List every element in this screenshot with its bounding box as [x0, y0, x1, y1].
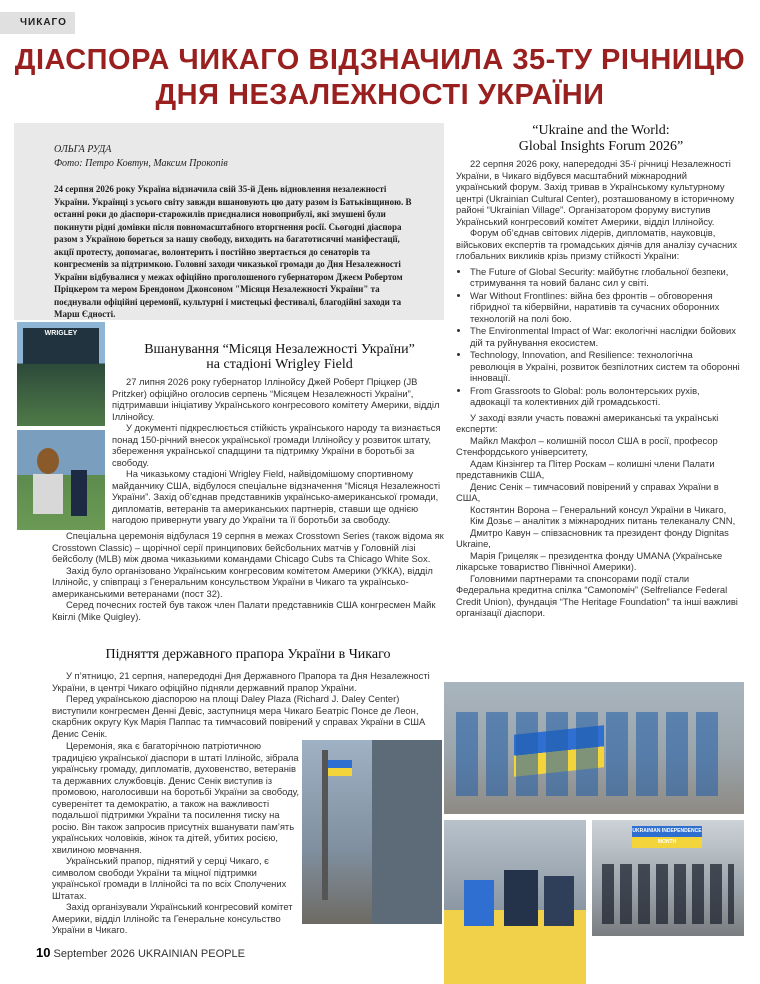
wrigley-title: Вшанування “Місяця Незалежності України” на стадіоні Wrigley Field	[144, 342, 415, 372]
person-figure	[544, 876, 574, 926]
expert-item: Денис Сенік – тимчасовий повірений у справах України в США,	[456, 480, 719, 503]
flag-title: Підняття державного прапора України в Чикаго	[105, 647, 391, 662]
people-group	[456, 712, 726, 796]
lead-box	[14, 123, 444, 320]
list-item: • The Future of Global Security: майбутнє глобальної безпеки, стримування та новий баланс сил у світі.	[470, 266, 740, 289]
building	[372, 740, 442, 924]
expert-item: Дмитро Кавун – співзасновник та президент фонду Dignitas Ukraine,	[456, 526, 729, 549]
ukraine-flag	[328, 760, 352, 776]
flag-body-top: У п’ятницю, 21 серпня, напередодні Дня Державного Прапора та Дня Незалежності України, в центрі Чикаго офіційно підняли державний прапор України. Перед українською діаспорою на площі Daley Plaza (Richard J. Daley Center) виступили конгресмен Денні Девіс, заступниця мера Чикаго Беатріс Понсе де Леон, скарбник округу Кук Марія Паппас та тимчасовий повірений у справах України в США Денис Сенік.	[52, 670, 430, 739]
wrigley-body-top: 27 липня 2026 року губернатор Іллінойсу Джей Роберт Пріцкер (JB Pritzker) офіційно оголосив серпень “Місяцем Незалежності України”, підтримавши ініціативу Українського конгресового комітету Америки, відділ Іллінойсу. У документі підкреслюється стійкість українського народу та визнається понад 150-річний внесок української громади Іллінойсу у розвиток штату, збереження української спадщини та підтримку України в боротьбі за свободу. На чиказькому стадіоні Wrigley Field, найвідомішому спортивному майданчику США, відбулося спеціальне відзначення “Місяця Незалежності України”. Захід об’єднав представників українсько-американської громади, дипломатів, ветеранів та американських партнерів, ставши ще однією нагодою привернути увагу до України та її боротьби за свободу.	[112, 376, 441, 525]
footer	[36, 945, 245, 960]
person-figure	[71, 470, 87, 516]
person-figure	[464, 880, 494, 926]
headline-line-1: ДІАСПОРА ЧИКАГО ВІДЗНАЧИЛА 35-ТУ РІЧНИЦЮ	[14, 44, 746, 76]
people-group	[602, 864, 734, 924]
wrigley-body-bottom: Спеціальна церемонія відбулася 19 серпня в межах Crosstown Series (також відома як Crosstown Classic) – щорічної серії принципових бейсбольних матчів у Головній лізі бейсболу (MLB) між двома чиказькими командами Chicago Cubs та Chicago White Sox. Захід було організовано Українським конгресовим комітетом Америки (УККА), відділ Іллінойс, у співпраці з Генеральним консульством України в Чикаго та українсько-американськими ветеранами (пост 32). Серед почесних гостей був також член Палати представників США конгресмен Майк Квіглі (Mike Quigley).	[52, 530, 444, 622]
forum-topics-list	[456, 266, 740, 408]
stadium-photo	[17, 322, 105, 426]
forum-body: 22 серпня 2026 року, напередодні 35-ї річниці Незалежності України, в Чикаго відбувся масштабний міжнародний український форум. Захід тривав в Українському культурному центрі (Ukrainian Cultural Center), розташованому в історичному районі “Ukrainian Village”. Організатором форуму виступив Український конгресовий комітет Америки, відділ Іллінойсу. Форум об’єднав світових лідерів, дипломатів, науковців, військових експертів та громадських діячів для аналізу сучасних глобальних викликів крізь призму стійкості України: • The Future of Global Security: майбутнє глобальної безпеки, стримування та новий баланс сил у світі. • War Without Frontlines: війна без фронтів – обговорення гібридної та кібервійни, наративів та сучасних оборонних технологій на полі бою. • The Environmental Impact of War: екологічні наслідки бойових дій та руйнування екосистем. • Technology, Innovation, and Resilience: технологічна революція в Україні, розвиток безпілотних систем та оборонні інновації. • From Grassroots to Global: роль волонтерських рухів, адвокації та колективних дій громадськості. У заході взяли участь поважні американські та українські експерти: Майкл Макфол – колишній посол США в росії, професор Стенфордського університету, Адам Кінзінгер та Пітер Роскам – колишні члени Палати представників США, Денис Сенік – тимчасовий повірений у справах України в США, Костянтин Ворона – Генеральний консул України в Чикаго, Кім Дозьє – аналітик з міжнародних питань телеканалу CNN, Дмитро Кавун – співзасновник та президент фонду Dignitas Ukraine, Марія Грицеляк – президентка фонду UMANA (Українське лікарське товариство Північної Америки). Головними партнерами та спонсорами події стали Федеральна кредитна спілка “Самопоміч” (Selfreliance Federal Credit Union), фундація “The Heritage Foundation” та інші важливі організації діаспори.	[456, 158, 740, 619]
person-figure	[504, 870, 538, 926]
issue-date: September 2026	[53, 948, 135, 960]
mascot-body	[33, 474, 63, 514]
list-item: • War Without Frontlines: війна без фронтів – обговорення гібридної та кібервійни, наративів та сучасних оборонних технологій на полі бою.	[470, 290, 740, 325]
list-item: • Technology, Innovation, and Resilience: технологічна революція в Україні, розвиток безпілотних систем та оборонні інновації.	[470, 349, 740, 384]
expert-item: Марія Грицеляк – президентка фонду UMANA (Українське лікарське товариство Північної Америки).	[456, 549, 723, 572]
list-item: • From Grassroots to Global: роль волонтерських рухів, адвокації та колективних дій громадськості.	[470, 385, 740, 408]
expert-item: Костянтин Ворона – Генеральний консул України в Чикаго,	[470, 503, 727, 515]
magazine-name: UKRAINIAN PEOPLE	[137, 948, 245, 960]
list-item: • The Environmental Impact of War: екологічні наслідки бойових дій та руйнування екосистем.	[470, 325, 740, 348]
mascot-head	[37, 448, 59, 474]
group-photo	[444, 682, 744, 814]
author: ОЛЬГА РУДА	[54, 144, 112, 155]
flag-body-bottom: Церемонія, яка є багаторічною патріотичною традицією української діаспори в штаті Іллінойс, зібрала українську громаду, дипломатів, духовенство, ветеранів та державних службовців. Денис Сенік виступив із промовою, наголосивши на боротьбі України за свободу, суверенітет та демократію, а також на важливості подальшої підтримки України та посилення тиску на росію. Він також запросив присутніх вшанувати пам’ять українських чоловіків, жінок та дітей, убитих росією, хвилиною мовчання. Український прапор, піднятий у серці Чикаго, є символом свободи України та міцної підтримки української громади в Іллінойсі та по всіх Сполучених Штатах. Захід організували Український конгресовий комітет Америки, відділ Іллінойс та Генеральне консульство України в Чикаго.	[52, 740, 299, 935]
page-number: 10	[36, 945, 51, 960]
scoreboard: WRIGLEY	[23, 328, 99, 364]
expert-item: Майкл Макфол – колишній посол США в росії, професор Стенфордського університету,	[456, 434, 718, 457]
banner-photo	[592, 820, 744, 936]
expert-item: Адам Кінзінгер та Пітер Роскам – колишні члени Палати представників США,	[456, 457, 715, 480]
speakers-photo	[444, 820, 586, 984]
section-tab: ЧИКАГО	[0, 12, 75, 34]
mascot-photo	[17, 430, 105, 530]
forum-title: “Ukraine and the World: Global Insights Forum 2026”	[518, 123, 684, 154]
daley-plaza-photo	[302, 740, 442, 924]
independence-banner: UKRAINIAN INDEPENDENCE MONTH	[632, 826, 702, 848]
photo-credit: Фото: Петро Ковтун, Максим Прокопів	[54, 158, 228, 169]
lead-text: 24 серпня 2026 року Україна відзначила свій 35-й День відновлення незалежності України. Українці з усього світу завжди вшановують цю дату разом із Батьківщиною. В останні роки до діаспори-старожилів приєдналися новоприбулі, які змушені були покинути рідні домівки після повномасштабного вторгнення росії. Сьогодні діаспора разом з Україною бореться за нашу свободу, виходить на багатотисячні маніфестації, акції протесту, допомагає, волонтерить і постійно звертається до сенаторів та конгресменів за підтримкою. Головні заходи чиказької громади до Дня Незалежності України відбувалися у межах офіційно проголошеного губернатором Джеєм Робертом Пріцкером та мером Брендоном Джонсоном "Місяця Незалежності України" та поєднували офіційні церемонії, культурні і мистецькі фестивалі, благодійні заходи та Марш Єдності.	[54, 184, 412, 319]
headline-line-2: ДНЯ НЕЗАЛЕЖНОСТІ УКРАЇНИ	[155, 79, 605, 111]
expert-item: Кім Дозьє – аналітик з міжнародних питань телеканалу CNN,	[470, 515, 736, 526]
